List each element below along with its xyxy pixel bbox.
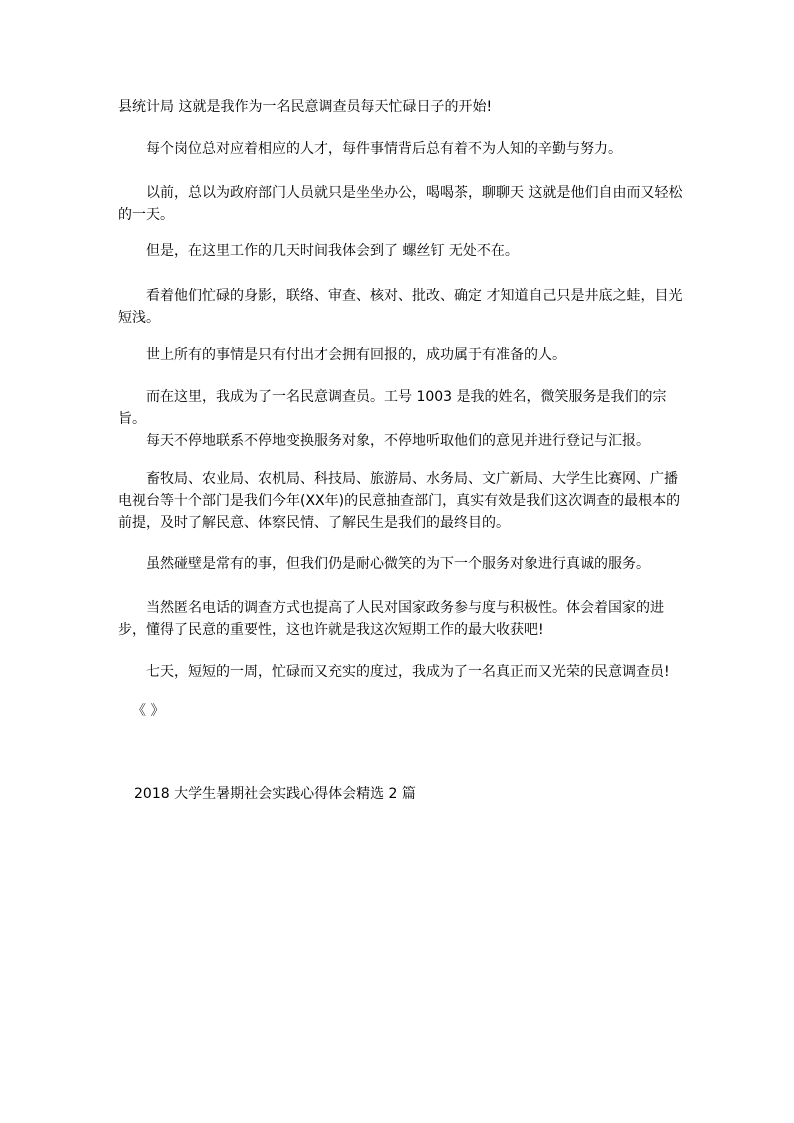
nav-marks[interactable]: 《 》 [132,703,165,719]
paragraph-10: 虽然碰壁是常有的事，但我们仍是耐心微笑的为下一个服务对象进行真诚的服务。 [118,556,650,572]
paragraph-3: 以前，总以为政府部门人员就只是坐坐办公，喝喝茶，聊聊天 这就是他们自由而又轻松的一天。 [118,185,683,223]
footer-title: 2018 大学生暑期社会实践心得体会精选 2 篇 [134,786,416,802]
paragraph-1: 县统计局 这就是我作为一名民意调查员每天忙碌日子的开始! [118,99,493,115]
paragraph-4: 但是，在这里工作的几天时间我体会到了 螺丝钉 无处不在。 [118,243,519,259]
paragraph-5: 看着他们忙碌的身影，联络、审查、核对、批改、确定 才知道自己只是井底之蛙，目光短浅。 [118,288,683,326]
paragraph-7: 而在这里，我成为了一名民意调查员。工号 1003 是我的姓名，微笑服务是我们的宗旨。 [118,389,667,427]
paragraph-6: 世上所有的事情是只有付出才会拥有回报的，成功属于有准备的人。 [118,347,566,363]
paragraph-11: 当然匿名电话的调查方式也提高了人民对国家政务参与度与积极性。体会着国家的进步，懂得了民意的重要性，这也许就是我这次短期工作的最大收获吧! [118,600,664,638]
paragraph-2: 每个岗位总对应着相应的人才，每件事情背后总有着不为人知的辛勤与努力。 [118,141,622,157]
paragraph-12: 七天，短短的一周，忙碌而又充实的度过，我成为了一名真正而又光荣的民意调查员! [118,664,670,680]
paragraph-8: 每天不停地联系不停地变换服务对象，不停地听取他们的意见并进行登记与汇报。 [118,433,650,449]
paragraph-9: 畜牧局、农业局、农机局、科技局、旅游局、水务局、文广新局、大学生比赛网、广播电视台等十个部门是我们今年(XX年)的民意抽查部门，真实有效是我们这次调查的最根本的前提，及时了解民意、体察民情、了解民生是我们的最终目的。 [118,471,681,531]
